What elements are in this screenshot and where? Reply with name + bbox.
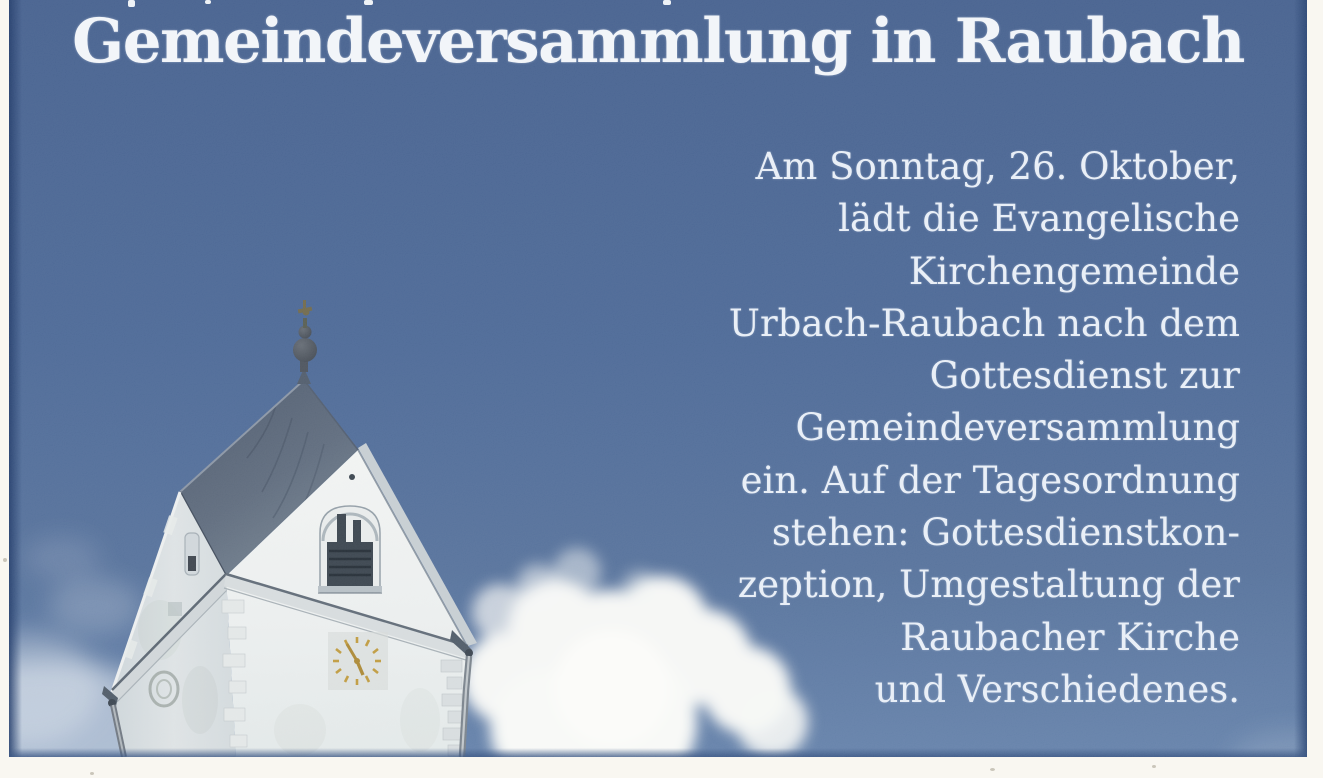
body-text-line: Gemeindeversammlung xyxy=(795,406,1240,450)
paper-speck xyxy=(90,772,94,775)
body-text-line: Kirchengemeinde xyxy=(908,249,1240,293)
paper-speck xyxy=(1152,765,1156,768)
headline: Gemeindeversammlung in Raubach xyxy=(72,6,1244,77)
body-text-line: Raubacher Kirche xyxy=(900,615,1240,659)
announcement-paragraph xyxy=(729,141,1240,716)
body-text-line: Gottesdienst zur xyxy=(929,354,1240,398)
body-text-line: lädt die Evangelische xyxy=(838,197,1240,241)
body-text-line: Am Sonntag, 26. Oktober, xyxy=(755,145,1240,188)
body-text-line: und Verschiedenes. xyxy=(874,667,1240,711)
body-text-line: stehen: Gottesdienstkon- xyxy=(771,511,1240,555)
body-text-line: ein. Auf der Tagesordnung xyxy=(740,458,1240,502)
body-text-line: Urbach-Raubach nach dem xyxy=(728,301,1240,345)
paper-speck xyxy=(3,558,7,562)
paper-speck xyxy=(990,768,995,771)
body-text-line: zeption, Umgestaltung der xyxy=(737,563,1240,607)
